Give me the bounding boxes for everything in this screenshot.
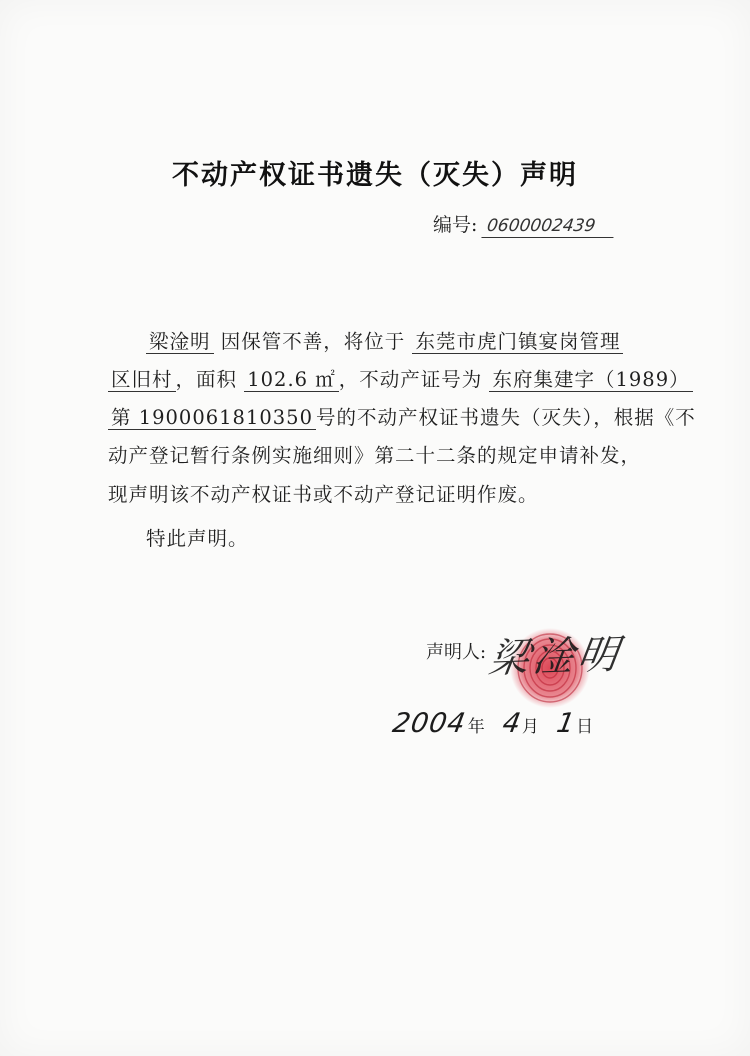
body-text-4: 号的不动产权证书遗失（灭失），根据《不 [315, 406, 696, 429]
signing-date [390, 708, 611, 739]
body-text-2: ，面积 [175, 368, 238, 391]
document-title: 不动产权证书遗失（灭失）声明 [172, 160, 578, 191]
owner-name: 梁淦明 [146, 330, 214, 354]
closing-statement: 特此声明。 [146, 527, 249, 550]
signer-label: 声明人: [426, 642, 487, 663]
body-line-2 [108, 364, 693, 392]
location-part-2: 区旧村 [108, 368, 176, 392]
date-day: 1 [554, 708, 577, 739]
body-line-5: 现声明该不动产权证书或不动产登记证明作废。 [108, 483, 539, 506]
certificate-part-2: 第 1900061810350 [108, 406, 316, 430]
date-month: 4 [499, 708, 523, 739]
location-part-1: 东莞市虎门镇宴岗管理 [412, 330, 623, 354]
date-month-unit: 月 [521, 717, 539, 737]
body-line-1 [146, 326, 623, 354]
certificate-part-1: 东府集建字（1989） [489, 368, 692, 392]
body-text-3: ，不动产证号为 [338, 368, 483, 391]
date-day-unit: 日 [576, 717, 594, 737]
body-text-1: 因保管不善，将位于 [220, 330, 406, 353]
document-number-value: 0600002439 [482, 215, 617, 238]
date-year: 2004 [390, 708, 469, 739]
area-value: 102.6 ㎡ [244, 368, 339, 392]
document-number-label: 编号: [433, 214, 478, 236]
handwritten-signature: 梁淦明 [485, 631, 626, 683]
document-number [433, 210, 615, 238]
body-line-3 [108, 402, 696, 430]
date-year-unit: 年 [467, 717, 485, 737]
body-line-4: 动产登记暂行条例实施细则》第二十二条的规定申请补发， [108, 444, 642, 467]
